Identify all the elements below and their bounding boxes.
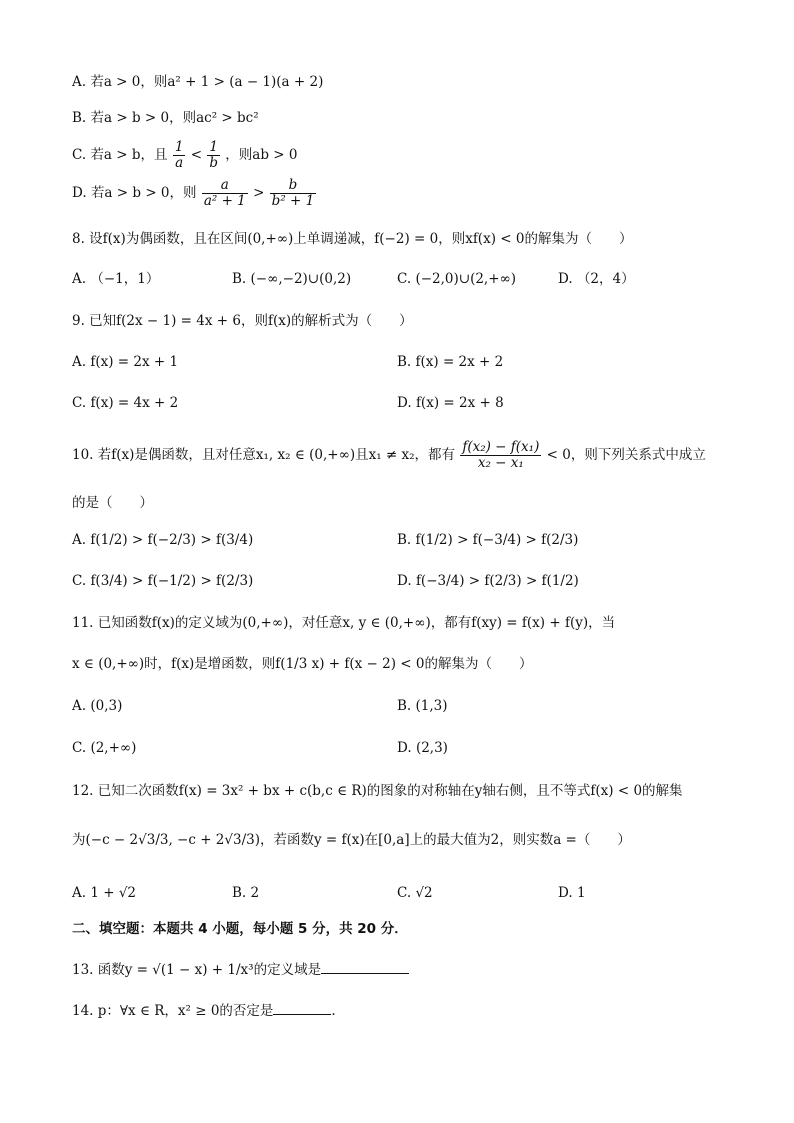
q10-stem-line2: 的是（ ）	[72, 495, 153, 511]
option-label: C.	[72, 146, 87, 163]
fraction	[270, 178, 317, 209]
option-text: (0,3)	[90, 698, 123, 714]
q9-option-d	[397, 395, 504, 411]
q7-option-c	[72, 140, 297, 171]
q7-option-d	[72, 178, 317, 209]
q10-option-c	[72, 573, 253, 589]
option-label: C.	[397, 271, 412, 287]
option-text: √2	[415, 885, 433, 901]
q8-option-c	[397, 271, 516, 287]
relation: <	[190, 146, 203, 163]
option-text: f(3/4) > f(−1/2) > f(2/3)	[90, 573, 254, 589]
option-text: (−∞,−2)∪(0,2)	[250, 271, 352, 287]
fraction-denominator: a² + 1	[203, 192, 246, 209]
fraction-denominator: b	[209, 154, 218, 171]
q13-text: 13. 函数y = √(1 − x) + 1/x³的定义域是	[72, 962, 322, 978]
option-text: f(x) = 2x + 8	[415, 395, 504, 411]
option-label: A.	[72, 698, 87, 714]
q14	[72, 1000, 336, 1019]
option-text: (1,3)	[415, 698, 448, 714]
q10-option-d	[397, 573, 579, 589]
option-label: C.	[397, 885, 412, 901]
option-text: f(−3/4) > f(2/3) > f(1/2)	[415, 573, 579, 589]
option-label: A.	[72, 354, 87, 370]
option-text: 若a > b，且	[90, 146, 168, 163]
fraction	[207, 140, 220, 171]
fraction-denominator: x₂ − x₁	[477, 454, 524, 471]
option-text: f(x) = 2x + 1	[90, 354, 179, 370]
q9-option-a	[72, 354, 178, 370]
fraction-numerator: a	[202, 178, 248, 194]
option-label: A.	[72, 532, 87, 548]
q11-option-c	[72, 740, 136, 756]
q9-stem: 9. 已知f(2x − 1) = 4x + 6，则f(x)的解析式为（ ）	[72, 313, 413, 329]
q11-option-a	[72, 698, 122, 714]
answer-blank[interactable]	[273, 1000, 331, 1015]
option-text: 若a > b > 0，则ac² > bc²	[90, 110, 259, 126]
q11-option-d	[397, 740, 448, 756]
option-text: (−2,0)∪(2,+∞)	[415, 271, 517, 287]
option-label: B.	[72, 110, 87, 126]
q12-stem-line1: 12. 已知二次函数f(x) = 3x² + bx + c(b,c ∈ R)的图象的对称轴在y轴右侧，且不等式f(x) < 0的解集	[72, 783, 683, 799]
option-label: C.	[72, 573, 87, 589]
q9-option-b	[397, 354, 503, 370]
option-text: f(x) = 2x + 2	[415, 354, 504, 370]
fraction-denominator: b² + 1	[271, 192, 315, 209]
q9-option-c	[72, 395, 178, 411]
option-label: B.	[397, 354, 412, 370]
option-text: f(1/2) > f(−2/3) > f(3/4)	[90, 532, 254, 548]
option-label: C.	[72, 740, 87, 756]
option-label: B.	[232, 271, 247, 287]
option-label: D.	[72, 184, 87, 201]
option-label: D.	[397, 395, 412, 411]
option-text: ，则ab > 0	[225, 146, 298, 163]
q7-option-b	[72, 110, 259, 126]
option-text: 1	[576, 885, 586, 901]
fraction-denominator: a	[175, 154, 184, 171]
option-text: f(x) = 4x + 2	[90, 395, 179, 411]
q12-option-c	[397, 885, 433, 901]
fraction-numerator: b	[270, 178, 317, 194]
fraction-numerator: f(x₂) − f(x₁)	[462, 439, 540, 455]
option-label: C.	[72, 395, 87, 411]
option-text: (2,+∞)	[90, 740, 137, 756]
fraction	[202, 178, 248, 209]
fraction	[173, 140, 186, 171]
option-label: A.	[72, 885, 87, 901]
q10-option-b	[397, 532, 578, 548]
q7-option-a	[72, 74, 323, 90]
fraction-numerator: 1	[207, 140, 220, 156]
option-text: 若a > b > 0，则	[90, 184, 197, 201]
stem-text: 10. 若f(x)是偶函数，且对任意x₁, x₂ ∈ (0,+∞)且x₁ ≠ x₂，都有	[72, 446, 456, 463]
option-text: （−1，1）	[90, 271, 160, 287]
option-label: B.	[232, 885, 247, 901]
q10-option-a	[72, 532, 253, 548]
option-text: （2，4）	[576, 271, 635, 287]
q12-stem-line2: 为(−c − 2√3/3, −c + 2√3/3)，若函数y = f(x)在[0,a]上的最大值为2，则实数a =（ ）	[72, 832, 631, 848]
q12-option-b	[232, 885, 259, 901]
q14-text: 14. p：∀x ∈ R，x² ≥ 0的否定是	[72, 1003, 274, 1019]
q8-option-a	[72, 271, 159, 287]
option-text: 若a > 0，则a² + 1 > (a − 1)(a + 2)	[90, 74, 324, 90]
stem-text: < 0，则下列关系式中成立	[546, 446, 706, 463]
q11-stem-line1: 11. 已知函数f(x)的定义域为(0,+∞)，对任意x, y ∈ (0,+∞)，都有f(xy) = f(x) + f(y)，当	[72, 615, 616, 631]
q8-option-d	[558, 271, 635, 287]
q13	[72, 959, 409, 978]
fraction	[460, 440, 541, 471]
option-label: D.	[397, 573, 412, 589]
option-label: B.	[397, 532, 412, 548]
option-text: 1 + √2	[90, 885, 137, 901]
option-label: A.	[72, 74, 87, 90]
option-text: f(1/2) > f(−3/4) > f(2/3)	[415, 532, 579, 548]
q11-stem-line2: x ∈ (0,+∞)时，f(x)是增函数，则f(1/3 x) + f(x − 2) < 0的解集为（ ）	[72, 656, 533, 672]
q11-option-b	[397, 698, 448, 714]
option-label: B.	[397, 698, 412, 714]
option-label: D.	[397, 740, 412, 756]
q8-option-b	[232, 271, 351, 287]
q12-option-d	[558, 885, 586, 901]
fraction-numerator: 1	[174, 139, 184, 155]
option-label: A.	[72, 271, 87, 287]
answer-blank[interactable]	[321, 959, 409, 974]
option-text: (2,3)	[415, 740, 448, 756]
option-text: 2	[250, 885, 260, 901]
q12-option-a	[72, 885, 136, 901]
option-label: D.	[558, 885, 573, 901]
section-heading-fill-in: 二、填空题：本题共 4 小题，每小题 5 分，共 20 分．	[72, 921, 408, 937]
relation: >	[253, 184, 265, 201]
q14-period: .	[331, 1003, 336, 1019]
option-label: D.	[558, 271, 573, 287]
q8-stem: 8. 设f(x)为偶函数，且在区间(0,+∞)上单调递减，f(−2) = 0，则xf(x) < 0的解集为（ ）	[72, 231, 633, 247]
q10-stem-line1	[72, 440, 706, 471]
